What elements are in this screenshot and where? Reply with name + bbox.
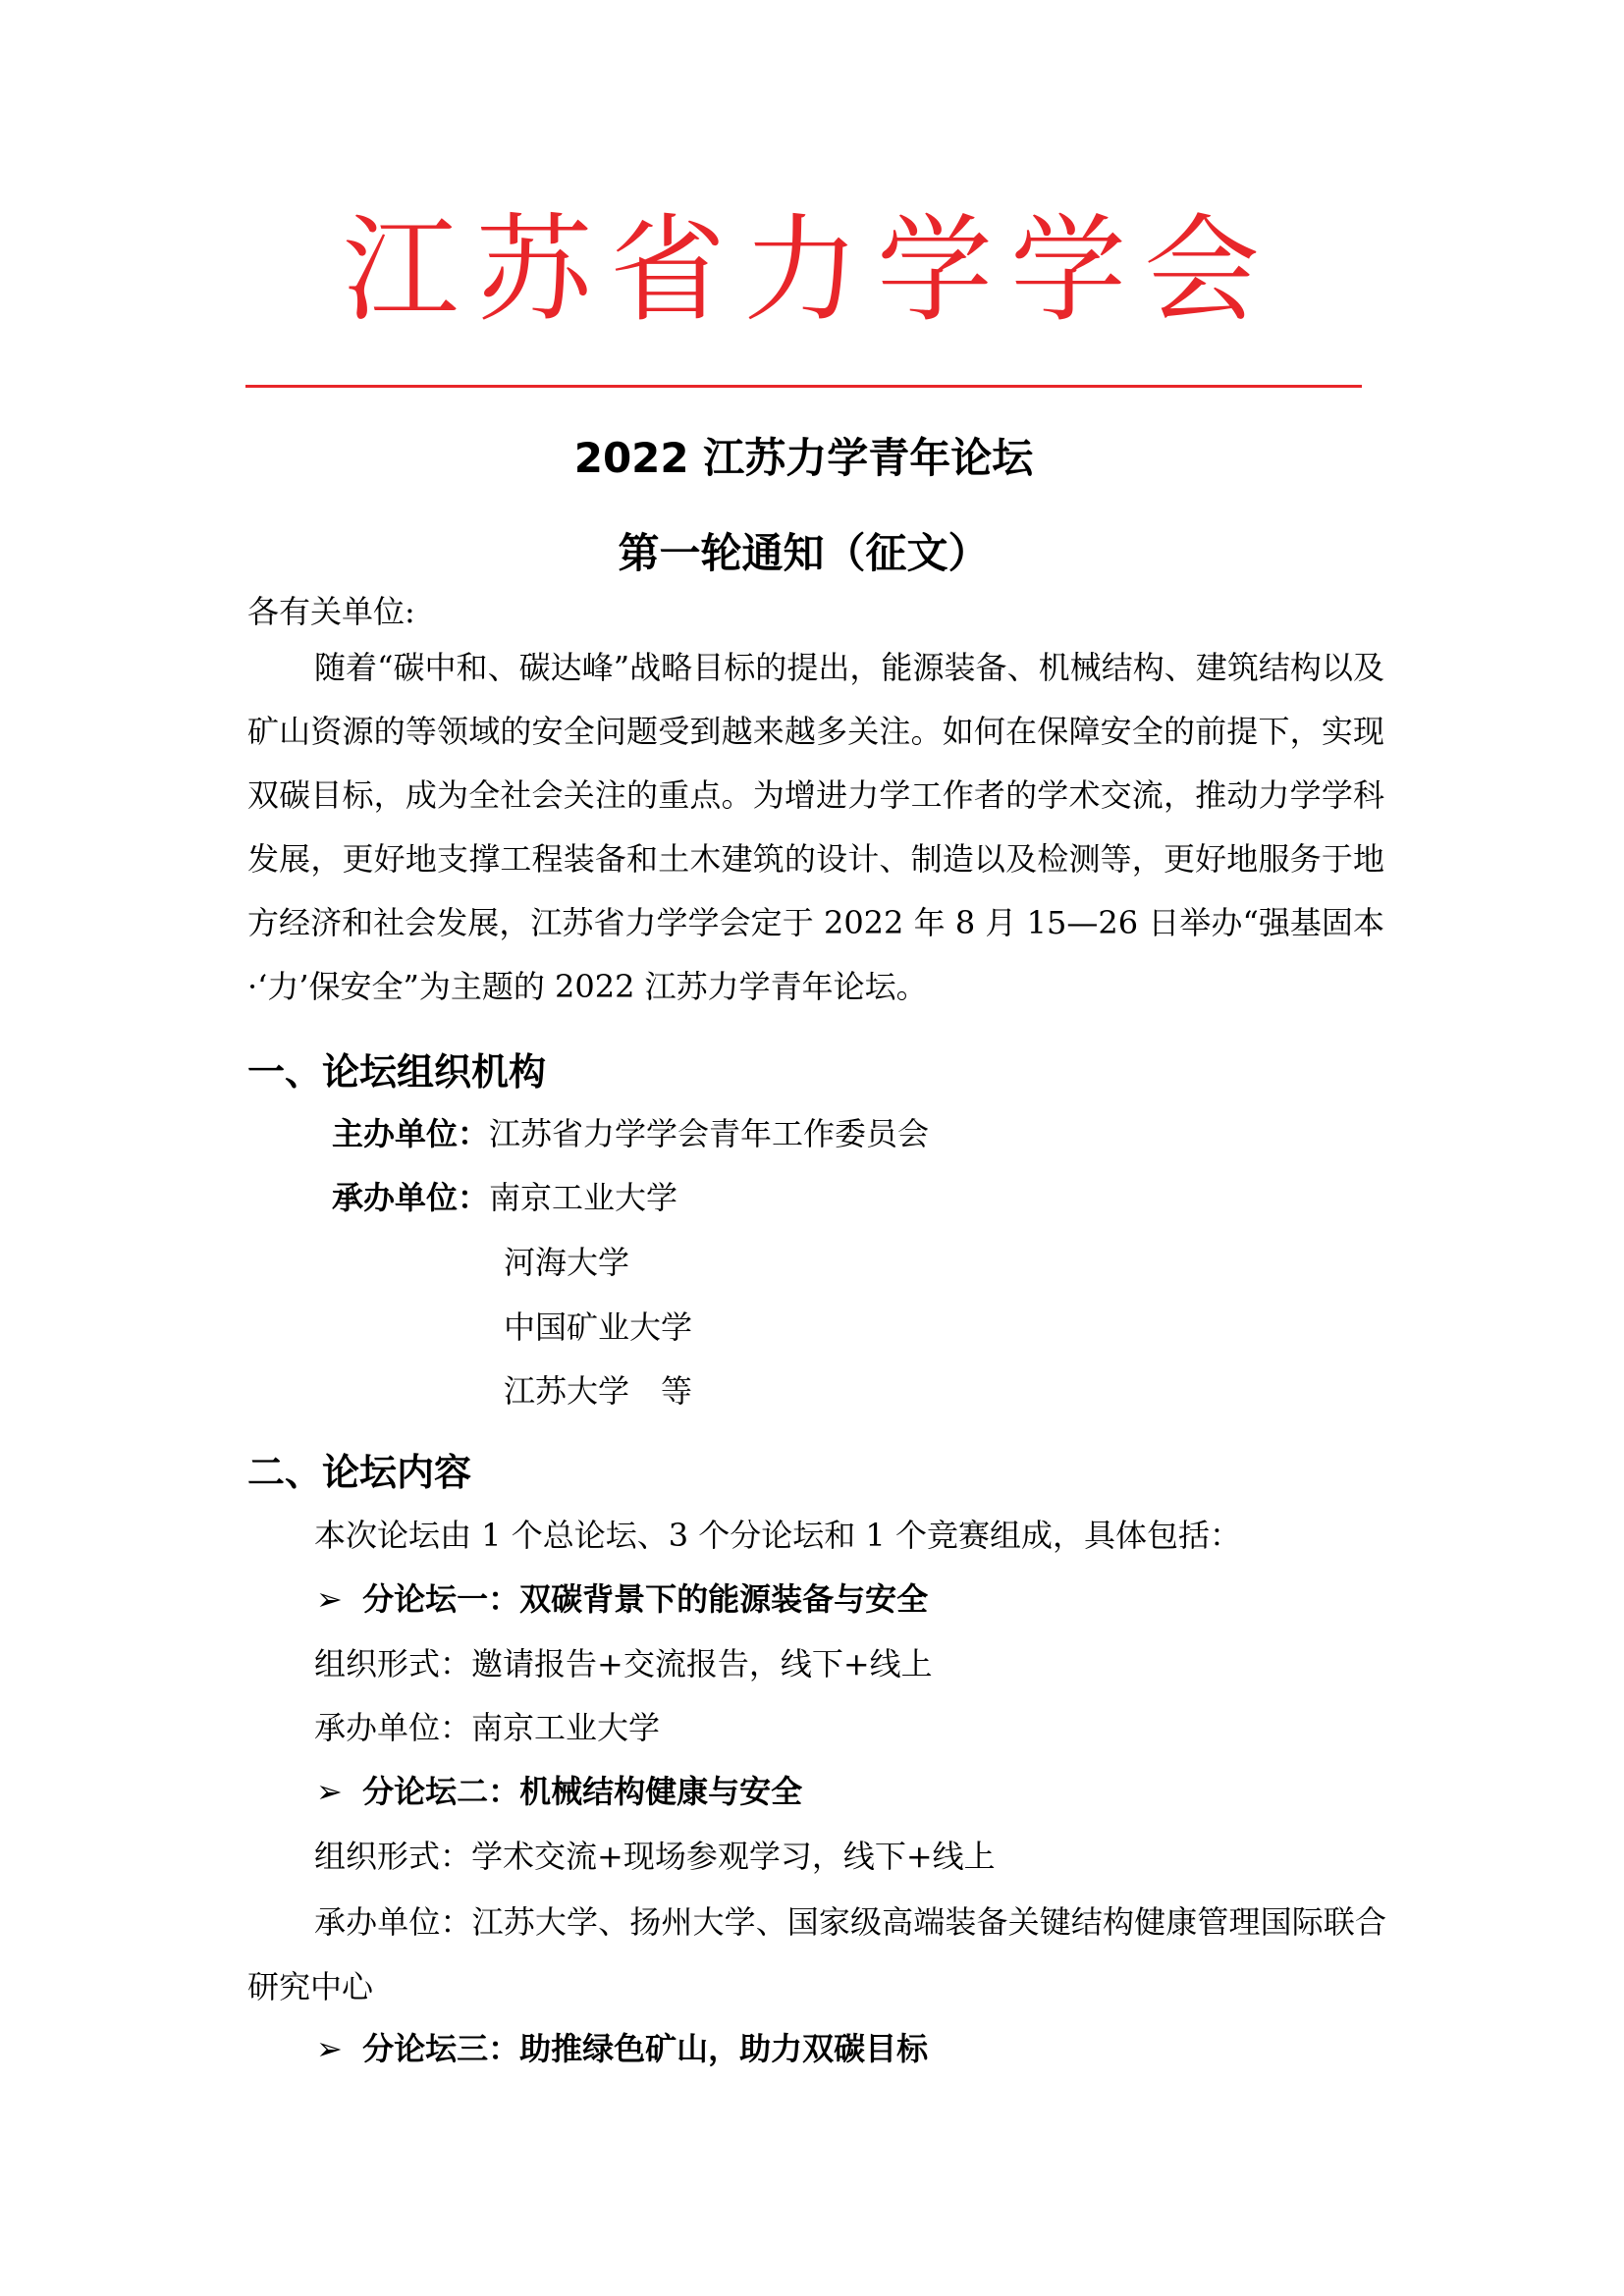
sub-forum-format: 组织形式：邀请报告+交流报告，线下+线上 <box>314 1645 933 1682</box>
bullet-arrow-icon: ➢ <box>316 2030 343 2067</box>
sub-forum-title-row <box>316 2027 928 2070</box>
sub-forum-format: 组织形式：学术交流+现场参观学习，线下+线上 <box>314 1838 996 1875</box>
bullet-arrow-icon: ➢ <box>316 1773 343 1810</box>
sub-forum-title-row <box>316 1770 802 1813</box>
organizer-label: 承办单位： <box>332 1179 490 1216</box>
header-divider <box>245 385 1362 388</box>
sub-forum-organizer: 承办单位：南京工业大学 <box>314 1709 661 1746</box>
organizer-item: 河海大学 <box>504 1244 630 1281</box>
organizer-item: 中国矿业大学 <box>504 1308 693 1346</box>
page-title: 2022 江苏力学青年论坛 <box>573 434 1034 482</box>
salutation: 各有关单位: <box>247 593 415 630</box>
organizer-item: 南京工业大学 <box>489 1179 678 1216</box>
section-intro: 本次论坛由 1 个总论坛、3 个分论坛和 1 个竞赛组成，具体包括： <box>314 1517 1241 1554</box>
sub-forum-title-row <box>316 1577 928 1621</box>
section-heading-content: 二、论坛内容 <box>247 1451 472 1494</box>
host-label: 主办单位： <box>332 1115 490 1152</box>
section-heading-organization: 一、论坛组织机构 <box>247 1050 547 1094</box>
host-value: 江苏省力学学会青年工作委员会 <box>489 1115 930 1152</box>
bullet-arrow-icon: ➢ <box>316 1580 343 1618</box>
intro-paragraph: 随着“碳中和、碳达峰”战略目标的提出，能源装备、机械结构、建筑结构以及矿山资源的等领域的安全问题受到越来越多关注。如何在保障安全的前提下，实现双碳目标，成为全社会关注的重点。为增进力学工作者的学术交流，推动力学学科发展，更好地支撑工程装备和土木建筑的设计、制造以及检测等，更好地服务于地方经济和社会发展，江苏省力学学会定于 2022 年 8 月 15—26 日举办“强基固本·‘力’保安全”为主题的 2022 江苏力学青年论坛。 <box>247 649 1384 1005</box>
organizer-item: 江苏大学 等 <box>504 1372 693 1410</box>
sub-forum-organizer: 承办单位：江苏大学、扬州大学、国家级高端装备关键结构健康管理国际联合研究中心 <box>247 1903 1386 2005</box>
sub-forum-title: 分论坛三：助推绿色矿山，助力双碳目标 <box>362 2030 929 2067</box>
sub-forum-title: 分论坛一：双碳背景下的能源装备与安全 <box>362 1580 929 1618</box>
page-subtitle: 第一轮通知（征文） <box>618 529 990 577</box>
organizer-row <box>332 1176 677 1219</box>
sub-forum-title: 分论坛二：机械结构健康与安全 <box>362 1773 803 1810</box>
organization-header: 江苏省力学学会 <box>342 202 1277 338</box>
host-row <box>332 1112 929 1155</box>
